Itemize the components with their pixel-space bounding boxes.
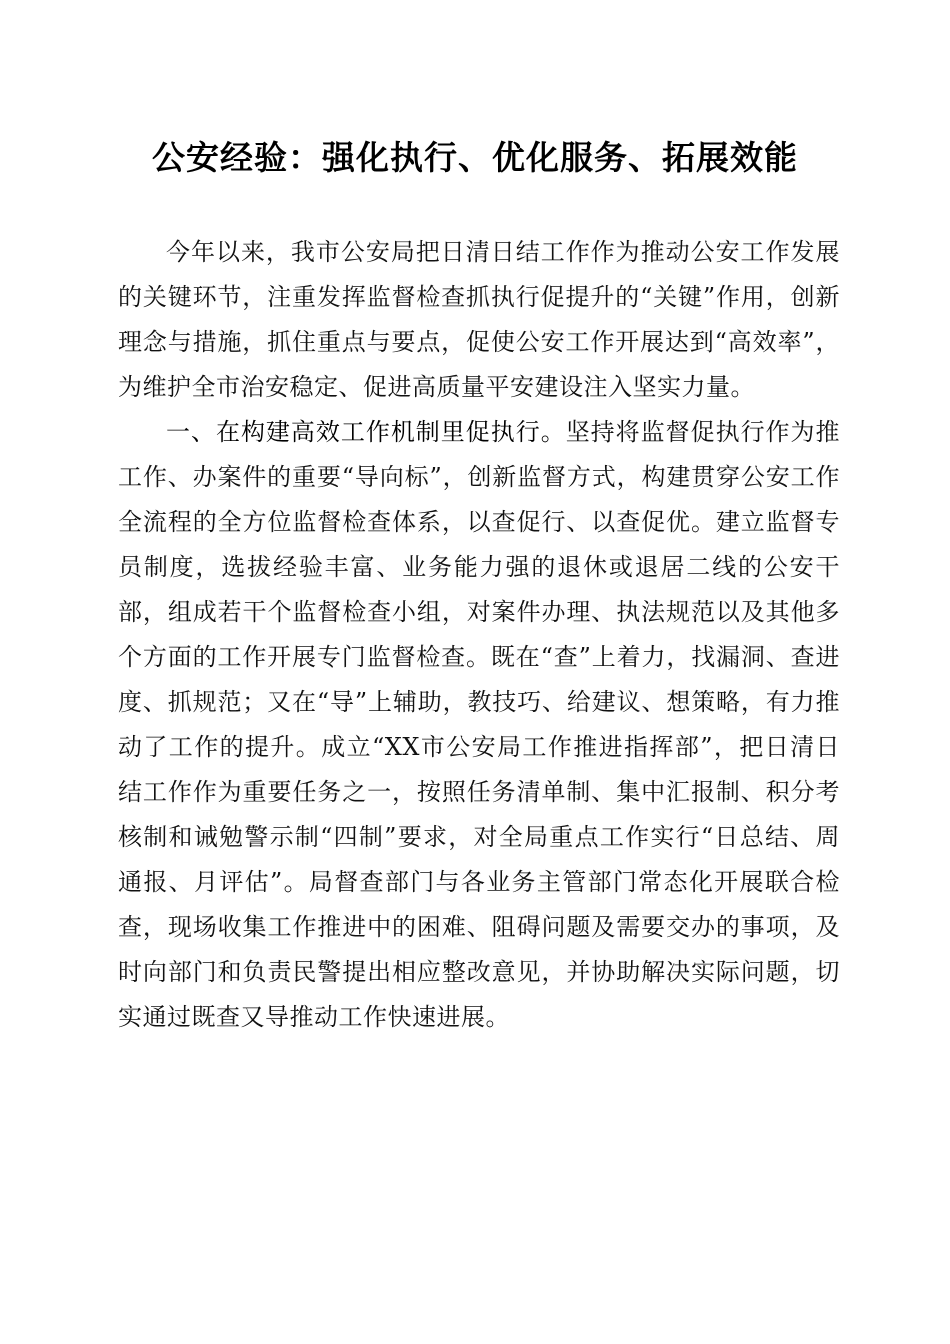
paragraph-intro [118,230,840,410]
paragraph-text: 坚持将监督促执行作为推工作、办案件的重要“导向标”，创新监督方式，构建贯穿公安工作全流程的全方位监督检查体系，以查促行、以查促优。建立监督专员制度，选拔经验丰富、业务能力强的退休或退居二线的公安干部，组成若干个监督检查小组，对案件办理、执法规范以及其他多个方面的工作开展专门监督检查。既在“查”上着力，找漏洞、查进度、抓规范；又在“导”上辅助，教技巧、给建议、想策略，有力推动了工作的提升。成立“XX市公安局工作推进指挥部”，把日清日结工作作为重要任务之一，按照任务清单制、集中汇报制、积分考核制和诫勉警示制“四制”要求，对全局重点工作实行“日总结、周通报、月评估”。局督查部门与各业务主管部门常态化开展联合检查，现场收集工作推进中的困难、阻碍问题及需要交办的事项，及时向部门和负责民警提出相应整改意见，并协助解决实际问题，切实通过既查又导推动工作快速进展。 [118,418,841,1031]
paragraph-text: 今年以来，我市公安局把日清日结工作作为推动公安工作发展的关键环节，注重发挥监督检查抓执行促提升的“关键”作用，创新理念与措施，抓住重点与要点，促使公安工作开展达到“高效率”，为维护全市治安稳定、促进高质量平安建设注入坚实力量。 [118,238,840,401]
section-heading: 一、在构建高效工作机制里促执行。 [166,418,566,446]
document-title: 公安经验：强化执行、优化服务、拓展效能 [152,138,798,177]
paragraph-section-one [118,410,840,1040]
document-body [118,230,840,1040]
